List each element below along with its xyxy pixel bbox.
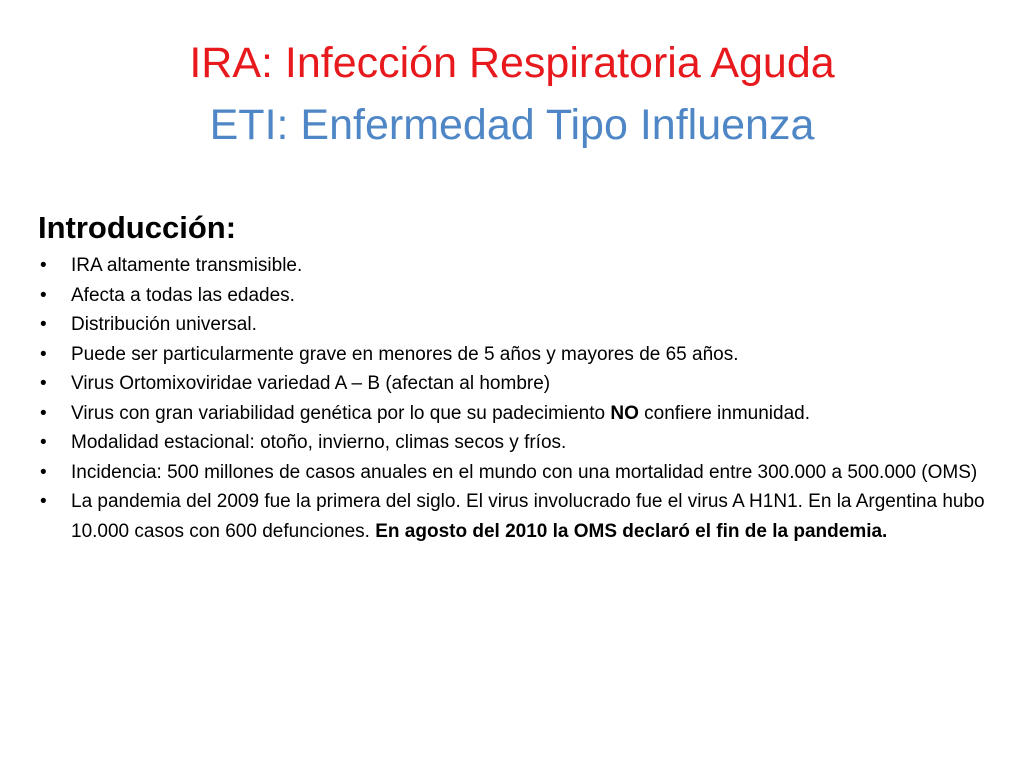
title-line-ira: IRA: Infección Respiratoria Aguda [189, 39, 835, 87]
bullet-text-bold: En agosto del 2010 la OMS declaró el fin de la pandemia. [375, 520, 888, 542]
bullet-glyph: • [40, 432, 47, 453]
slide-title [0, 32, 1024, 156]
bullet-glyph: • [40, 461, 47, 483]
bullet-item [38, 458, 998, 488]
bullet-text [71, 491, 985, 542]
bullet-text: Puede ser particularmente grave en menores de 5 años y mayores de 65 años. [71, 343, 739, 365]
bullet-text: Modalidad estacional: otoño, invierno, climas secos y fríos. [71, 432, 567, 453]
bullet-item [38, 487, 998, 546]
title-line-eti: ETI: Enfermedad Tipo Influenza [209, 101, 815, 149]
bullet-text-plain: Virus con gran variabilidad genética por lo que su padecimiento [71, 402, 611, 424]
bullet-item [38, 281, 998, 311]
bullet-glyph: • [40, 314, 47, 335]
section-heading: Introducción: [38, 210, 237, 245]
bullet-text [71, 403, 810, 424]
bullet-text-plain: confiere inmunidad. [638, 402, 810, 424]
bullet-item [38, 369, 998, 399]
bullet-item [38, 428, 998, 458]
bullet-text-plain: La pandemia del 2009 fue la primera del siglo. El virus involucrado fue el virus A H1N1. En la Argentina hubo 10.000 casos con 600 defunciones. [71, 491, 985, 542]
bullet-item [38, 340, 998, 370]
bullet-list [38, 251, 998, 546]
bullet-glyph: • [40, 284, 47, 306]
bullet-item [38, 310, 998, 340]
bullet-item [38, 399, 998, 429]
bullet-glyph: • [40, 343, 47, 365]
bullet-text: Virus Ortomixoviridae variedad A – B (afectan al hombre) [71, 373, 551, 394]
bullet-glyph: • [40, 255, 47, 276]
bullet-text: Incidencia: 500 millones de casos anuales en el mundo con una mortalidad entre 300.000 a 500.000 (OMS) [71, 461, 978, 483]
bullet-glyph: • [40, 491, 47, 512]
bullet-text: Distribución universal. [71, 314, 257, 335]
bullet-item [38, 251, 998, 281]
bullet-text: Afecta a todas las edades. [71, 284, 295, 306]
bullet-glyph: • [40, 402, 47, 424]
bullet-text: IRA altamente transmisible. [71, 255, 303, 276]
bullet-text-bold: NO [610, 402, 639, 424]
bullet-glyph: • [40, 373, 47, 394]
slide-body [38, 208, 998, 546]
